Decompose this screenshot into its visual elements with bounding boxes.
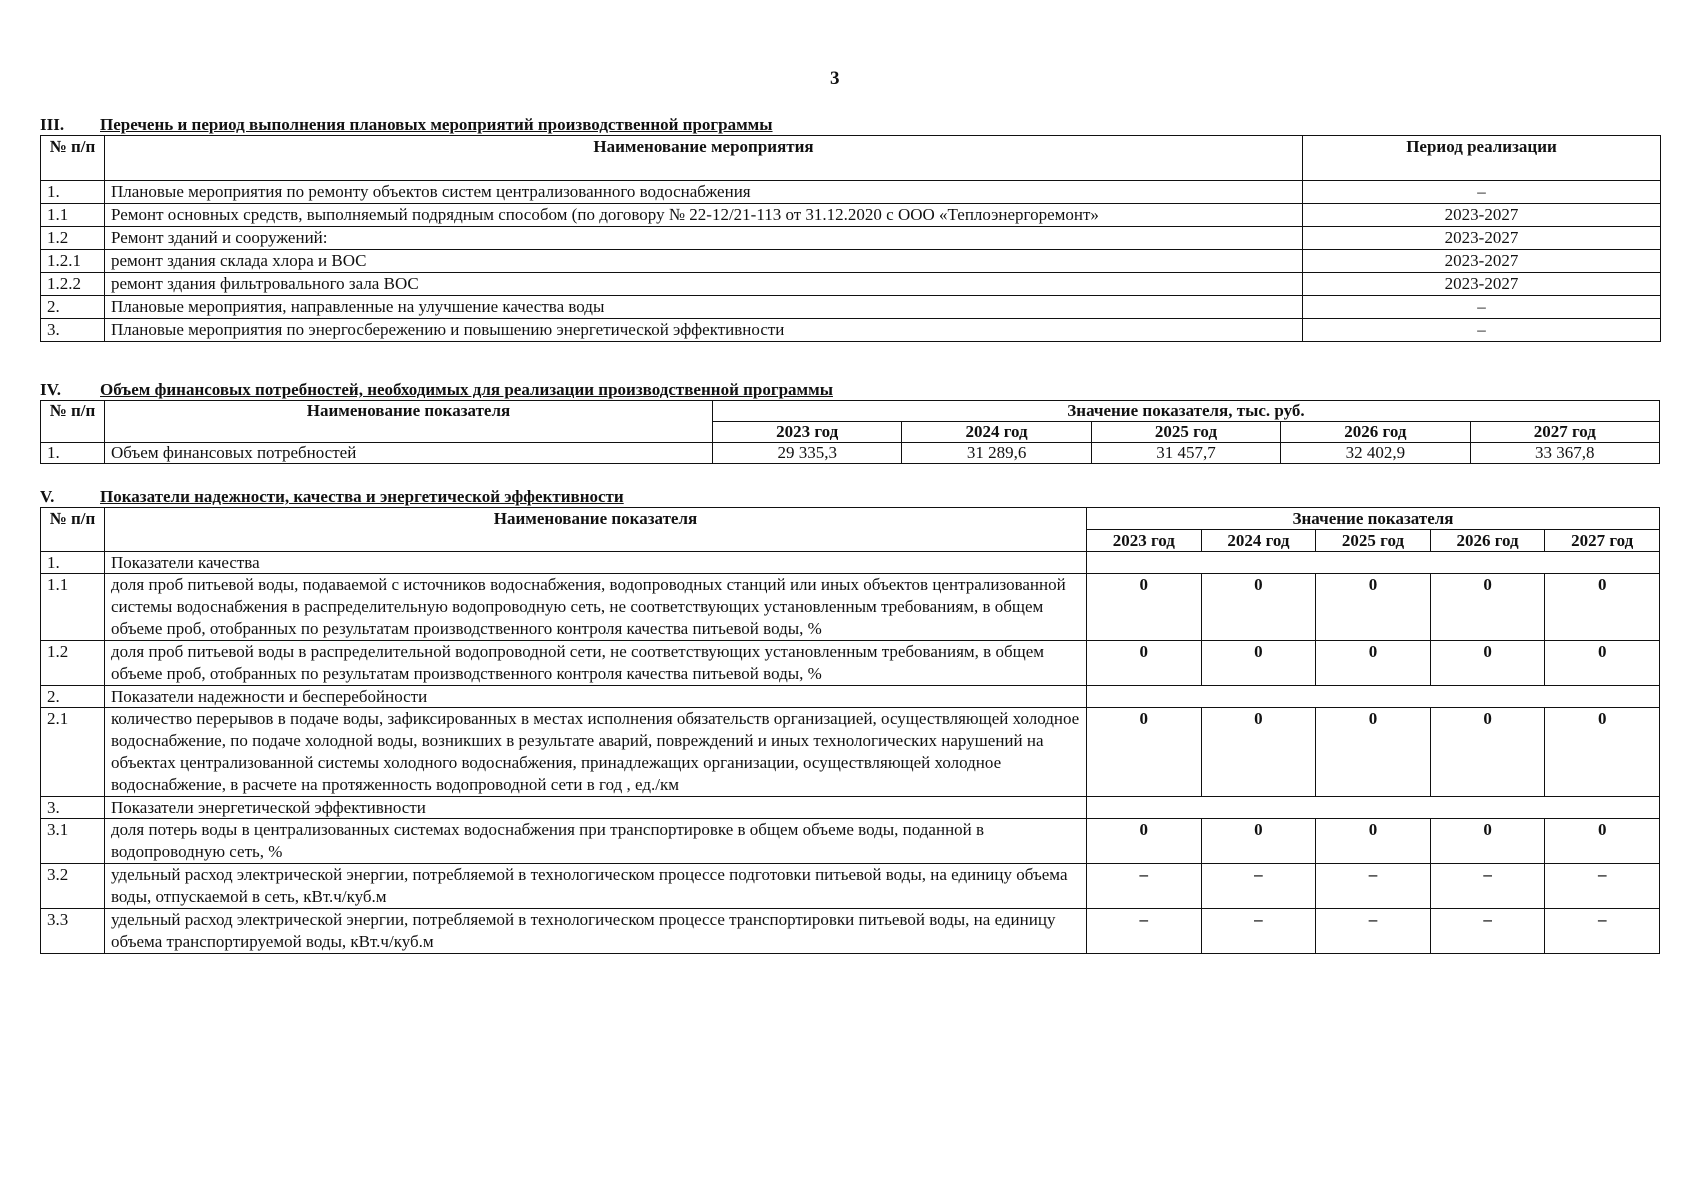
row-number: 1. xyxy=(41,443,105,464)
header-activity-name: Наименование мероприятия xyxy=(105,136,1303,181)
group-empty-cell xyxy=(1087,686,1660,708)
table-row xyxy=(41,227,1661,250)
indicators-header-row xyxy=(41,508,1660,530)
header-indicator-name: Наименование показателя xyxy=(105,401,713,443)
activity-period: 2023-2027 xyxy=(1303,204,1661,227)
year-value: 29 335,3 xyxy=(713,443,902,464)
activities-table xyxy=(40,135,1661,342)
row-number: 1. xyxy=(41,552,105,574)
row-number: 1.1 xyxy=(41,574,105,641)
year-value: 32 402,9 xyxy=(1281,443,1470,464)
activity-period: 2023-2027 xyxy=(1303,250,1661,273)
activity-name: Плановые мероприятия, направленные на улучшение качества воды xyxy=(105,296,1303,319)
year-header: 2027 год xyxy=(1470,422,1659,443)
table-row xyxy=(41,909,1660,954)
group-empty-cell xyxy=(1087,797,1660,819)
header-num: № п/п xyxy=(41,401,105,443)
year-value: 0 xyxy=(1316,819,1431,864)
row-number: 1. xyxy=(41,181,105,204)
table-row xyxy=(41,319,1661,342)
table-row xyxy=(41,296,1661,319)
year-value: – xyxy=(1430,909,1545,954)
group-row xyxy=(41,552,1660,574)
year-value: 0 xyxy=(1201,641,1316,686)
section-iv-title xyxy=(40,380,1660,400)
year-header: 2024 год xyxy=(902,422,1091,443)
header-num: № п/п xyxy=(41,508,105,552)
year-value: – xyxy=(1201,864,1316,909)
group-row xyxy=(41,797,1660,819)
activity-name: ремонт здания фильтровального зала ВОС xyxy=(105,273,1303,296)
table-row xyxy=(41,181,1661,204)
table-row xyxy=(41,641,1660,686)
row-number: 2.1 xyxy=(41,708,105,797)
header-num: № п/п xyxy=(41,136,105,181)
indicator-name: доля проб питьевой воды в распределительной водопроводной сети, не соответствующих установленным требованиям, в общем объеме проб, отобранных по результатам производственного контроля качества питьевой воды, % xyxy=(105,641,1087,686)
table-row xyxy=(41,819,1660,864)
section-iv-heading: Объем финансовых потребностей, необходимых для реализации производственной программы xyxy=(100,380,833,399)
page-number: 3 xyxy=(830,68,840,89)
year-header: 2027 год xyxy=(1545,530,1660,552)
year-value: – xyxy=(1316,864,1431,909)
section-iii-heading: Перечень и период выполнения плановых мероприятий производственной программы xyxy=(100,115,773,134)
indicator-name: удельный расход электрической энергии, потребляемой в технологическом процессе транспортировки питьевой воды, на единицу объема транспортируемой воды, кВт.ч/куб.м xyxy=(105,909,1087,954)
row-number: 1.2.2 xyxy=(41,273,105,296)
section-v-heading: Показатели надежности, качества и энергетической эффективности xyxy=(100,487,624,506)
year-value: 0 xyxy=(1430,708,1545,797)
row-number: 1.1 xyxy=(41,204,105,227)
group-name: Показатели качества xyxy=(105,552,1087,574)
year-value: 0 xyxy=(1545,819,1660,864)
year-header: 2023 год xyxy=(1087,530,1202,552)
year-value: – xyxy=(1430,864,1545,909)
activity-period: – xyxy=(1303,181,1661,204)
indicators-table xyxy=(40,507,1660,954)
activity-name: Ремонт зданий и сооружений: xyxy=(105,227,1303,250)
year-value: 0 xyxy=(1087,574,1202,641)
year-value: 0 xyxy=(1201,574,1316,641)
activities-header-row xyxy=(41,136,1661,181)
activity-name: Плановые мероприятия по ремонту объектов систем централизованного водоснабжения xyxy=(105,181,1303,204)
header-period: Период реализации xyxy=(1303,136,1661,181)
year-value: – xyxy=(1087,864,1202,909)
year-value: 0 xyxy=(1087,641,1202,686)
activity-period: – xyxy=(1303,319,1661,342)
year-header: 2026 год xyxy=(1430,530,1545,552)
year-header: 2025 год xyxy=(1316,530,1431,552)
table-row xyxy=(41,273,1661,296)
row-number: 3.2 xyxy=(41,864,105,909)
year-value: – xyxy=(1087,909,1202,954)
year-header: 2025 год xyxy=(1091,422,1280,443)
group-empty-cell xyxy=(1087,552,1660,574)
header-indicator-name: Наименование показателя xyxy=(105,508,1087,552)
activity-name: ремонт здания склада хлора и ВОС xyxy=(105,250,1303,273)
year-value: 33 367,8 xyxy=(1470,443,1659,464)
section-iv xyxy=(40,380,1660,464)
row-number: 1.2.1 xyxy=(41,250,105,273)
year-value: 0 xyxy=(1087,708,1202,797)
row-number: 3.3 xyxy=(41,909,105,954)
section-iii-number: III. xyxy=(40,115,65,134)
year-value: 0 xyxy=(1545,574,1660,641)
year-header: 2023 год xyxy=(713,422,902,443)
year-value: 0 xyxy=(1316,708,1431,797)
group-row xyxy=(41,686,1660,708)
year-value: 0 xyxy=(1430,641,1545,686)
activity-period: 2023-2027 xyxy=(1303,227,1661,250)
year-value: 0 xyxy=(1316,574,1431,641)
activity-period: – xyxy=(1303,296,1661,319)
table-row xyxy=(41,250,1661,273)
indicator-name: количество перерывов в подаче воды, зафиксированных в местах исполнения обязательств организацией, осуществляющей холодное водоснабжение, по подаче холодной воды, возникших в результате аварий, повреждений и иных технологических нарушений на объектах централизованной системы холодного водоснабжения, принадлежащих организации, осуществляющей холодное водоснабжение, в расчете на протяженность водопроводной сети в год , ед./км xyxy=(105,708,1087,797)
year-value: 0 xyxy=(1201,708,1316,797)
indicator-name: доля потерь воды в централизованных системах водоснабжения при транспортировке в общем объеме воды, поданной в водопроводную сеть, % xyxy=(105,819,1087,864)
section-iii xyxy=(40,115,1660,342)
year-value: 0 xyxy=(1201,819,1316,864)
header-value: Значение показателя, тыс. руб. xyxy=(713,401,1660,422)
year-value: 31 289,6 xyxy=(902,443,1091,464)
group-name: Показатели надежности и бесперебойности xyxy=(105,686,1087,708)
year-value: 0 xyxy=(1430,574,1545,641)
finance-header-row xyxy=(41,401,1660,422)
table-row xyxy=(41,708,1660,797)
year-value: 0 xyxy=(1545,641,1660,686)
indicator-name: удельный расход электрической энергии, потребляемой в технологическом процессе подготовки питьевой воды, на единицу объема воды, отпускаемой в сеть, кВт.ч/куб.м xyxy=(105,864,1087,909)
finance-table xyxy=(40,400,1660,464)
table-row xyxy=(41,864,1660,909)
year-header: 2026 год xyxy=(1281,422,1470,443)
row-number: 2. xyxy=(41,296,105,319)
year-value: – xyxy=(1545,864,1660,909)
year-value: – xyxy=(1316,909,1431,954)
section-iii-title xyxy=(40,115,1660,135)
table-row xyxy=(41,204,1661,227)
year-value: 31 457,7 xyxy=(1091,443,1280,464)
group-name: Показатели энергетической эффективности xyxy=(105,797,1087,819)
activity-name: Ремонт основных средств, выполняемый подрядным способом (по договору № 22-12/21-113 от 31.12.2020 с ООО «Теплоэнергоремонт» xyxy=(105,204,1303,227)
section-v-number: V. xyxy=(40,487,55,506)
activity-name: Плановые мероприятия по энергосбережению и повышению энергетической эффективности xyxy=(105,319,1303,342)
row-number: 3. xyxy=(41,797,105,819)
indicator-name: доля проб питьевой воды, подаваемой с источников водоснабжения, водопроводных станций или иных объектов централизованной системы водоснабжения в распределительную водопроводную сеть, не соответствующих установленным требованиям, в общем объеме проб, отобранных по результатам производственного контроля качества питьевой воды, % xyxy=(105,574,1087,641)
header-value: Значение показателя xyxy=(1087,508,1660,530)
section-iv-number: IV. xyxy=(40,380,61,399)
row-number: 3. xyxy=(41,319,105,342)
year-value: 0 xyxy=(1087,819,1202,864)
indicator-name: Объем финансовых потребностей xyxy=(105,443,713,464)
year-header: 2024 год xyxy=(1201,530,1316,552)
year-value: – xyxy=(1201,909,1316,954)
section-v xyxy=(40,487,1660,954)
activity-period: 2023-2027 xyxy=(1303,273,1661,296)
year-value: – xyxy=(1545,909,1660,954)
year-value: 0 xyxy=(1430,819,1545,864)
row-number: 1.2 xyxy=(41,227,105,250)
year-value: 0 xyxy=(1316,641,1431,686)
row-number: 2. xyxy=(41,686,105,708)
section-v-title xyxy=(40,487,1660,507)
row-number: 1.2 xyxy=(41,641,105,686)
table-row xyxy=(41,574,1660,641)
year-value: 0 xyxy=(1545,708,1660,797)
row-number: 3.1 xyxy=(41,819,105,864)
table-row xyxy=(41,443,1660,464)
